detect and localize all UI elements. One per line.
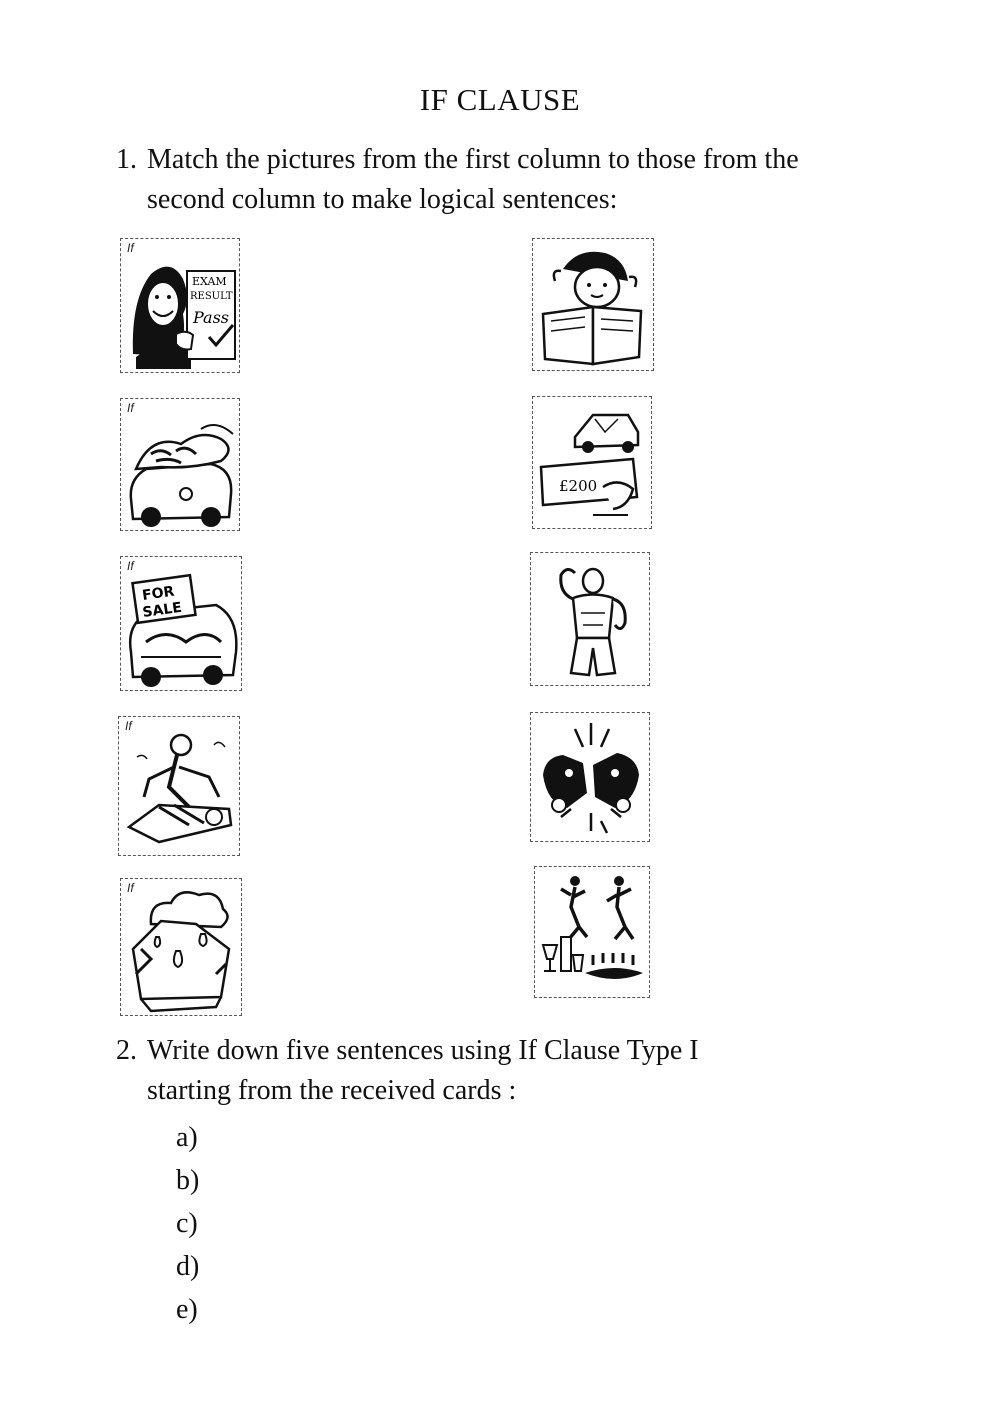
question-2-line-1: Write down five sentences using If Clause Type I bbox=[147, 1035, 699, 1066]
sign-sale: SALE bbox=[141, 599, 183, 622]
card-if-label: If bbox=[125, 719, 132, 733]
cheque-amount: £200 bbox=[559, 477, 598, 495]
right-card-4[interactable] bbox=[530, 712, 650, 842]
question-1-line-1: Match the pictures from the first column to those from the bbox=[147, 144, 799, 175]
left-card-3[interactable] bbox=[120, 556, 242, 691]
sign-exam: EXAM bbox=[192, 275, 227, 288]
answer-list bbox=[176, 1118, 199, 1333]
answer-label-e: e) bbox=[176, 1294, 198, 1325]
answer-label-d: d) bbox=[176, 1251, 200, 1282]
exam-pass-girl-icon bbox=[121, 239, 241, 374]
left-card-2[interactable] bbox=[120, 398, 240, 531]
card-if-label: If bbox=[127, 241, 134, 255]
broken-car-engine-icon bbox=[121, 399, 241, 532]
sign-result: RESULT bbox=[190, 291, 233, 302]
question-1-number: 1. bbox=[116, 144, 137, 175]
girl-reading-book-icon bbox=[533, 239, 655, 372]
right-card-3[interactable] bbox=[530, 552, 650, 686]
right-card-5[interactable] bbox=[534, 866, 650, 998]
answer-label-a: a) bbox=[176, 1122, 198, 1153]
question-2 bbox=[116, 1031, 699, 1111]
rowing-machine-exercise-icon bbox=[119, 717, 241, 857]
answer-label-c: c) bbox=[176, 1208, 198, 1239]
card-if-label: If bbox=[127, 401, 134, 415]
rain-cloud-house-icon bbox=[121, 879, 243, 1017]
right-card-2[interactable] bbox=[532, 396, 652, 529]
party-dancing-drinks-icon bbox=[535, 867, 651, 999]
question-1-line-2: second column to make logical sentences: bbox=[147, 184, 618, 215]
muscular-man-icon bbox=[531, 553, 651, 687]
page-title: IF CLAUSE bbox=[419, 82, 581, 117]
right-card-1[interactable] bbox=[532, 238, 654, 371]
card-if-label: If bbox=[127, 559, 134, 573]
left-card-1[interactable] bbox=[120, 238, 240, 373]
question-1 bbox=[116, 140, 799, 220]
sign-for: FOR bbox=[141, 583, 176, 604]
card-if-label: If bbox=[127, 881, 134, 895]
car-for-sale-icon bbox=[121, 557, 243, 692]
left-card-5[interactable] bbox=[120, 878, 242, 1016]
cheque-and-car-icon bbox=[533, 397, 653, 530]
question-2-number: 2. bbox=[116, 1035, 137, 1066]
sign-pass: Pass bbox=[193, 308, 230, 327]
answer-label-b: b) bbox=[176, 1165, 200, 1196]
left-card-4[interactable] bbox=[118, 716, 240, 856]
question-2-line-2: starting from the received cards : bbox=[147, 1075, 517, 1106]
car-crash-icon bbox=[531, 713, 651, 843]
